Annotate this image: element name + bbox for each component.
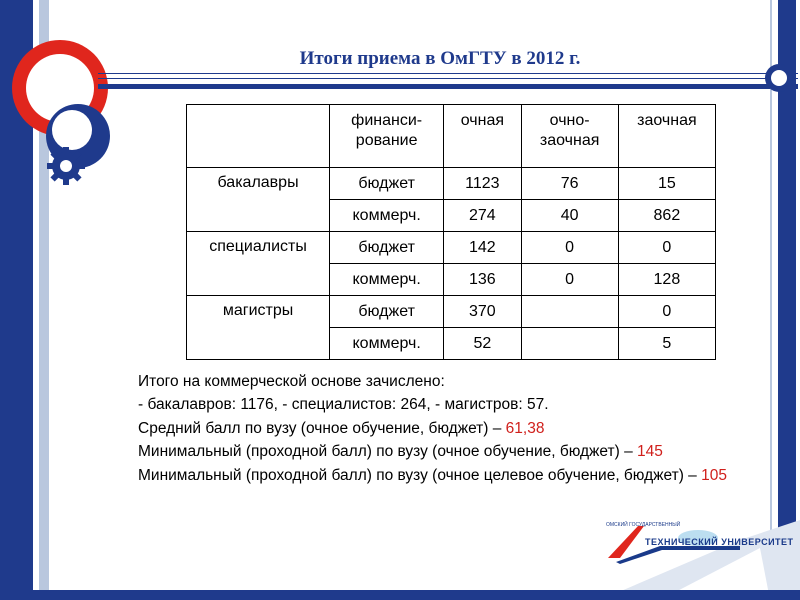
header-cell-funding: финанси- рование (330, 105, 444, 168)
logo-wordmark: ТЕХНИЧЕСКИЙ УНИВЕРСИТЕТ (645, 537, 794, 547)
value-cell: 0 (618, 232, 715, 264)
note-total-commercial: Итого на коммерческой основе зачислено: (138, 373, 445, 390)
admission-results-table (186, 104, 716, 360)
slide-title: Итоги приема в ОмГТУ в 2012 г. (299, 48, 581, 69)
value-cell: 0 (521, 232, 618, 264)
value-cell: 0 (521, 264, 618, 296)
value-cell: 5 (618, 328, 715, 360)
note-average-score (138, 417, 778, 440)
value-cell: 40 (521, 200, 618, 232)
value-cell: 128 (618, 264, 715, 296)
value-cell: 370 (444, 296, 521, 328)
value-cell: 0 (618, 296, 715, 328)
min-score-value: 145 (637, 443, 663, 461)
funding-cell: коммерч. (330, 328, 444, 360)
funding-cell: коммерч. (330, 200, 444, 232)
header-cell-distance: заочная (618, 105, 715, 168)
note-counts: - бакалавров: 1176, - специалистов: 264, - магистров: 57. (138, 396, 549, 414)
group-cell-bachelors: бакалавры (187, 168, 330, 232)
note-text: Средний балл по вузу (очное обучение, бюджет) – (138, 419, 506, 437)
header-cell-full-time: очная (444, 105, 521, 168)
header-cell-part-time: очно- заочная (521, 105, 618, 168)
table-row (187, 232, 716, 264)
min-target-score-value: 105 (701, 466, 727, 484)
table-row (187, 168, 716, 200)
note-min-target-score (138, 464, 778, 487)
average-score-value: 61,38 (505, 419, 545, 437)
funding-cell: бюджет (330, 168, 444, 200)
table-row (187, 296, 716, 328)
note-min-score (138, 440, 778, 463)
value-cell (521, 296, 618, 328)
summary-notes (138, 370, 778, 487)
value-cell: 142 (444, 232, 521, 264)
value-cell: 862 (618, 200, 715, 232)
note-text: Минимальный (проходной балл) по вузу (очное обучение, бюджет) – (138, 443, 638, 461)
value-cell (521, 328, 618, 360)
value-cell: 274 (444, 200, 521, 232)
value-cell: 136 (444, 264, 521, 296)
group-cell-masters: магистры (187, 296, 330, 360)
table-header-row (187, 105, 716, 168)
value-cell: 15 (618, 168, 715, 200)
funding-cell: коммерч. (330, 264, 444, 296)
value-cell: 76 (521, 168, 618, 200)
funding-cell: бюджет (330, 296, 444, 328)
logo-caption: ОМСКИЙ ГОСУДАРСТВЕННЫЙ (606, 522, 681, 528)
funding-cell: бюджет (330, 232, 444, 264)
note-text: Минимальный (проходной балл) по вузу (очное целевое обучение, бюджет) – (138, 466, 702, 484)
value-cell: 52 (444, 328, 521, 360)
value-cell: 1123 (444, 168, 521, 200)
group-cell-specialists: специалисты (187, 232, 330, 296)
header-cell-category (187, 105, 330, 168)
